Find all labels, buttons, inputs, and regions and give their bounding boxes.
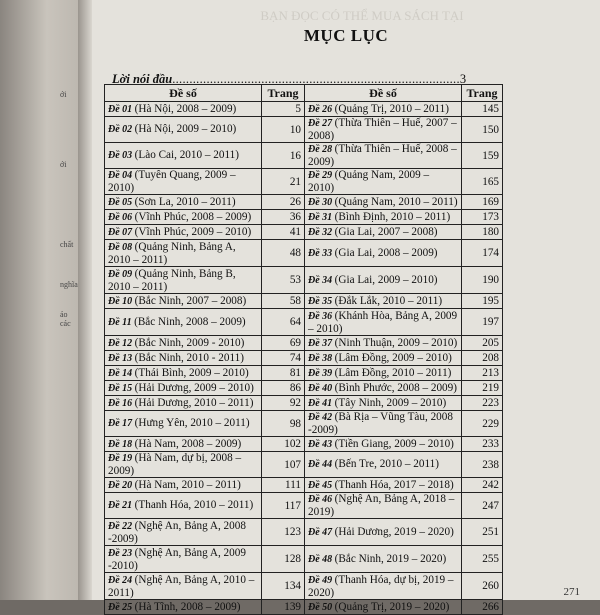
exam-entry-left	[105, 546, 262, 573]
exam-number: Đề 25	[108, 601, 135, 613]
exam-description: (Bắc Ninh, 2008 – 2009)	[134, 315, 246, 328]
exam-description: (Lào Cai, 2010 – 2011)	[134, 149, 239, 161]
page-title: MỤC LỤC	[303, 26, 389, 45]
table-row	[105, 102, 503, 117]
table-row	[105, 546, 503, 573]
exam-description: (Vĩnh Phúc, 2009 – 2010)	[134, 225, 252, 238]
exam-description: (Thanh Hóa, 2010 – 2011)	[134, 499, 254, 511]
page-number-left: 36	[262, 210, 305, 225]
left-page-fragment: ảo các	[60, 310, 71, 328]
exam-description: (Bình Phước, 2008 – 2009)	[334, 381, 457, 394]
exam-entry-left	[105, 493, 262, 519]
table-row	[105, 452, 503, 478]
exam-entry-right	[305, 437, 462, 452]
exam-description: (Hà Nội, 2009 – 2010)	[134, 123, 237, 135]
exam-entry-left	[105, 452, 262, 478]
exam-number: Đề 39	[308, 367, 335, 379]
table-row	[105, 336, 503, 351]
exam-description: (Tây Ninh, 2009 – 2010)	[334, 396, 447, 409]
exam-number: Đề 13	[108, 352, 135, 364]
exam-number: Đề 05	[108, 196, 135, 208]
exam-description: (Hà Nam, dự bị, 2008 –2009)	[108, 452, 242, 477]
exam-number: Đề 18	[108, 438, 135, 450]
exam-description: (Đắk Lắk, 2010 – 2011)	[334, 294, 443, 307]
page-number-right: 180	[462, 225, 503, 240]
exam-entry-left	[105, 210, 262, 225]
exam-description: (Thanh Hóa, 2017 – 2018)	[334, 478, 454, 491]
exam-entry-left	[105, 600, 262, 615]
exam-number: Đề 07	[108, 226, 135, 238]
table-row	[105, 117, 503, 143]
exam-description: (Thừa Thiên – Huế, 2008 – 2009)	[308, 143, 457, 168]
table-row	[105, 573, 503, 600]
exam-description: (Bắc Ninh, 2010 - 2011)	[134, 351, 244, 364]
table-row	[105, 437, 503, 452]
page-number-right: 150	[462, 117, 503, 143]
exam-number: Đề 20	[108, 479, 135, 491]
table-row	[105, 478, 503, 493]
exam-entry-right	[305, 573, 462, 600]
page-number-left: 41	[262, 225, 305, 240]
exam-number: Đề 33	[308, 247, 335, 259]
exam-number: Đề 48	[308, 553, 335, 565]
page-number-right: 238	[462, 452, 503, 478]
exam-number: Đề 40	[308, 382, 335, 394]
page-number-left: 139	[262, 600, 305, 615]
page-number-left: 64	[262, 309, 305, 336]
exam-number: Đề 30	[308, 196, 335, 208]
page-number-left: 111	[262, 478, 305, 493]
page-number-right: 213	[462, 366, 503, 381]
exam-description: (Bắc Ninh, 2019 – 2020)	[334, 552, 447, 565]
header-page-left: Trang	[262, 85, 305, 102]
page-number-right: 260	[462, 573, 503, 600]
exam-entry-right	[305, 478, 462, 493]
page-number-left: 134	[262, 573, 305, 600]
page-number-right: 247	[462, 493, 503, 519]
exam-entry-left	[105, 519, 262, 546]
exam-entry-left	[105, 478, 262, 493]
page-number-right: 219	[462, 381, 503, 396]
page-number-left: 128	[262, 546, 305, 573]
page-number-left: 102	[262, 437, 305, 452]
table-row	[105, 351, 503, 366]
exam-entry-right	[305, 336, 462, 351]
left-page-fragment: ới	[60, 160, 67, 169]
exam-number: Đề 19	[108, 453, 135, 464]
exam-description: (Tuyên Quang, 2009 – 2010)	[108, 169, 236, 194]
exam-number: Đề 49	[308, 574, 335, 586]
exam-description: (Hưng Yên, 2010 – 2011)	[134, 417, 250, 429]
page-number-left: 48	[262, 240, 305, 267]
page-number-left: 74	[262, 351, 305, 366]
header-exam-left: Đề số	[105, 85, 262, 102]
exam-description: (Vĩnh Phúc, 2008 – 2009)	[134, 210, 252, 223]
page-number-left: 92	[262, 396, 305, 411]
page-number-left: 86	[262, 381, 305, 396]
exam-entry-left	[105, 169, 262, 195]
exam-entry-right	[305, 225, 462, 240]
exam-number: Đề 27	[308, 118, 335, 129]
exam-description: (Quảng Ninh, Bảng B, 2010 – 2011)	[108, 267, 236, 293]
exam-entry-left	[105, 396, 262, 411]
exam-entry-right	[305, 351, 462, 366]
exam-number: Đề 17	[108, 418, 135, 429]
page-number-left: 21	[262, 169, 305, 195]
left-page-fragment: ới	[60, 90, 67, 99]
show-through-header: BẠN ĐỌC CÓ THỂ MUA SÁCH TẠI	[260, 8, 464, 23]
exam-description: (Khánh Hòa, Bảng A, 2009 – 2010)	[308, 309, 458, 335]
left-page-fragment: chất	[60, 240, 74, 249]
exam-number: Đề 10	[108, 295, 135, 307]
exam-number: Đề 32	[308, 226, 335, 238]
exam-entry-right	[305, 210, 462, 225]
page-number-left: 98	[262, 411, 305, 437]
page-number-right: 251	[462, 519, 503, 546]
exam-description: (Ninh Thuận, 2009 – 2010)	[334, 336, 458, 349]
exam-description: (Lâm Đồng, 2010 – 2011)	[334, 366, 452, 379]
exam-number: Đề 45	[308, 479, 335, 491]
page-number-right: 169	[462, 195, 503, 210]
exam-number: Đề 16	[108, 397, 135, 409]
exam-number: Đề 24	[108, 574, 135, 586]
exam-number: Đề 36	[308, 310, 335, 322]
page-number-left: 10	[262, 117, 305, 143]
header-exam-right: Đề số	[305, 85, 462, 102]
exam-description: (Hải Dương, 2019 – 2020)	[334, 525, 454, 538]
exam-description: (Quảng Trị, 2019 – 2020)	[334, 600, 450, 613]
exam-entry-right	[305, 396, 462, 411]
exam-description: (Bến Tre, 2010 – 2011)	[334, 458, 439, 470]
exam-entry-left	[105, 240, 262, 267]
exam-entry-left	[105, 117, 262, 143]
page-number-right: 205	[462, 336, 503, 351]
exam-number: Đề 23	[108, 547, 135, 559]
page-number-right: 229	[462, 411, 503, 437]
intro-page: 3	[459, 72, 467, 86]
exam-description: (Bắc Ninh, 2007 – 2008)	[134, 294, 247, 307]
table-row	[105, 294, 503, 309]
page-number-left: 117	[262, 493, 305, 519]
exam-number: Đề 43	[308, 438, 335, 450]
exam-entry-left	[105, 195, 262, 210]
book-spine	[78, 0, 92, 600]
intro-dots: ....................................................................................	[172, 72, 460, 86]
exam-number: Đề 09	[108, 268, 135, 280]
page-number-left: 69	[262, 336, 305, 351]
exam-description: (Quảng Nam, 2009 – 2010)	[308, 169, 430, 194]
exam-description: (Quảng Nam, 2010 – 2011)	[334, 195, 458, 208]
exam-number: Đề 14	[108, 367, 135, 379]
page-number-left: 53	[262, 267, 305, 294]
table-row	[105, 396, 503, 411]
page-number-left: 5	[262, 102, 305, 117]
table-row	[105, 195, 503, 210]
exam-number: Đề 06	[108, 211, 135, 223]
page-number: 271	[563, 586, 580, 598]
exam-number: Đề 46	[308, 494, 335, 505]
table-row	[105, 210, 503, 225]
exam-number: Đề 01	[108, 103, 135, 115]
book-page	[92, 0, 600, 613]
exam-entry-right	[305, 519, 462, 546]
exam-number: Đề 12	[108, 337, 135, 349]
exam-description: (Hà Nội, 2008 – 2009)	[134, 102, 237, 115]
page-number-right: 242	[462, 478, 503, 493]
exam-description: (Nghệ An, Bảng A, 2018 – 2019)	[308, 493, 455, 518]
table-row	[105, 411, 503, 437]
exam-number: Đề 21	[108, 500, 135, 511]
table-row	[105, 169, 503, 195]
exam-number: Đề 47	[308, 526, 335, 538]
exam-description: (Sơn La, 2010 – 2011)	[134, 195, 236, 208]
exam-entry-left	[105, 573, 262, 600]
exam-entry-right	[305, 240, 462, 267]
exam-entry-right	[305, 117, 462, 143]
page-number-left: 81	[262, 366, 305, 381]
page-number-left: 107	[262, 452, 305, 478]
page-number-right: 233	[462, 437, 503, 452]
exam-description: (Hải Dương, 2009 – 2010)	[134, 381, 254, 394]
exam-entry-right	[305, 309, 462, 336]
exam-entry-left	[105, 381, 262, 396]
table-row	[105, 493, 503, 519]
page-number-right: 174	[462, 240, 503, 267]
exam-description: (Hải Dương, 2010 – 2011)	[134, 396, 254, 409]
exam-number: Đề 03	[108, 150, 135, 161]
table-row	[105, 600, 503, 615]
page-number-right: 197	[462, 309, 503, 336]
exam-description: (Gia Lai, 2007 – 2008)	[334, 225, 438, 238]
page-number-right: 190	[462, 267, 503, 294]
table-row	[105, 309, 503, 336]
table-row	[105, 267, 503, 294]
exam-description: (Gia Lai, 2009 – 2010)	[334, 273, 438, 286]
exam-entry-left	[105, 366, 262, 381]
exam-entry-left	[105, 437, 262, 452]
exam-entry-right	[305, 143, 462, 169]
exam-description: (Tiền Giang, 2009 – 2010)	[334, 437, 454, 450]
exam-description: (Gia Lai, 2008 – 2009)	[334, 246, 438, 259]
exam-description: (Lâm Đồng, 2009 – 2010)	[334, 351, 452, 364]
page-number-left: 26	[262, 195, 305, 210]
page-number-right: 223	[462, 396, 503, 411]
intro-label: Lời nói đầu	[112, 72, 173, 86]
exam-description: (Nghệ An, Bảng A, 2008 -2009)	[108, 519, 246, 545]
exam-description: (Hà Tĩnh, 2008 – 2009)	[134, 600, 241, 613]
exam-entry-right	[305, 600, 462, 615]
page-number-left: 58	[262, 294, 305, 309]
exam-entry-right	[305, 267, 462, 294]
left-page-edge	[0, 0, 78, 600]
page-number-right: 266	[462, 600, 503, 615]
exam-entry-left	[105, 267, 262, 294]
exam-description: (Quảng Trị, 2010 – 2011)	[334, 102, 449, 115]
exam-description: (Nghệ An, Bảng A, 2010 –2011)	[108, 573, 255, 599]
table-row	[105, 225, 503, 240]
exam-number: Đề 42	[308, 412, 335, 423]
exam-number: Đề 26	[308, 103, 335, 115]
page-number-right: 195	[462, 294, 503, 309]
exam-number: Đề 28	[308, 144, 335, 155]
exam-number: Đề 04	[108, 170, 135, 181]
table-row	[105, 366, 503, 381]
exam-number: Đề 38	[308, 352, 335, 364]
exam-entry-right	[305, 366, 462, 381]
exam-number: Đề 41	[308, 397, 335, 409]
exam-entry-right	[305, 381, 462, 396]
exam-number: Đề 37	[308, 337, 335, 349]
table-row	[105, 519, 503, 546]
exam-entry-left	[105, 411, 262, 437]
table-row	[105, 143, 503, 169]
exam-description: (Hà Nam, 2008 – 2009)	[134, 437, 242, 450]
exam-number: Đề 08	[108, 241, 135, 253]
exam-description: (Quảng Ninh, Bảng A, 2010 – 2011)	[108, 240, 236, 266]
page-number-left: 16	[262, 143, 305, 169]
exam-description: (Bà Rịa – Vũng Tàu, 2008 -2009)	[308, 411, 453, 436]
exam-description: (Bình Định, 2010 – 2011)	[334, 210, 451, 223]
contents-table	[104, 84, 503, 615]
header-page-right: Trang	[462, 85, 503, 102]
exam-entry-right	[305, 102, 462, 117]
exam-number: Đề 44	[308, 459, 335, 470]
exam-entry-right	[305, 169, 462, 195]
exam-description: (Thanh Hóa, dự bị, 2019 – 2020)	[308, 573, 454, 599]
left-page-fragment: nghĩa	[60, 280, 78, 289]
exam-number: Đề 34	[308, 274, 335, 286]
exam-number: Đề 22	[108, 520, 135, 532]
table-row	[105, 381, 503, 396]
exam-entry-right	[305, 452, 462, 478]
exam-entry-left	[105, 309, 262, 336]
exam-entry-left	[105, 351, 262, 366]
page-number-right: 145	[462, 102, 503, 117]
exam-entry-left	[105, 336, 262, 351]
exam-description: (Thừa Thiên – Huế, 2007 – 2008)	[308, 117, 457, 142]
page-number-right: 173	[462, 210, 503, 225]
exam-description: (Thái Bình, 2009 – 2010)	[134, 366, 249, 379]
exam-entry-left	[105, 102, 262, 117]
exam-number: Đề 35	[308, 295, 335, 307]
exam-number: Đề 31	[308, 211, 335, 223]
exam-entry-right	[305, 411, 462, 437]
exam-entry-right	[305, 493, 462, 519]
exam-entry-right	[305, 294, 462, 309]
exam-entry-right	[305, 546, 462, 573]
exam-number: Đề 11	[108, 316, 135, 328]
exam-entry-left	[105, 143, 262, 169]
exam-entry-left	[105, 294, 262, 309]
page-number-right: 165	[462, 169, 503, 195]
page-number-right: 208	[462, 351, 503, 366]
page-number-right: 159	[462, 143, 503, 169]
exam-number: Đề 50	[308, 601, 335, 613]
exam-description: (Hà Nam, 2010 – 2011)	[134, 478, 241, 491]
exam-number: Đề 29	[308, 170, 335, 181]
exam-description: (Nghệ An, Bảng A, 2009 -2010)	[108, 546, 246, 572]
exam-number: Đề 15	[108, 382, 135, 394]
page-number-left: 123	[262, 519, 305, 546]
page-number-right: 255	[462, 546, 503, 573]
exam-number: Đề 02	[108, 124, 135, 135]
exam-entry-left	[105, 225, 262, 240]
table-row	[105, 240, 503, 267]
exam-entry-right	[305, 195, 462, 210]
exam-description: (Bắc Ninh, 2009 - 2010)	[134, 336, 245, 349]
